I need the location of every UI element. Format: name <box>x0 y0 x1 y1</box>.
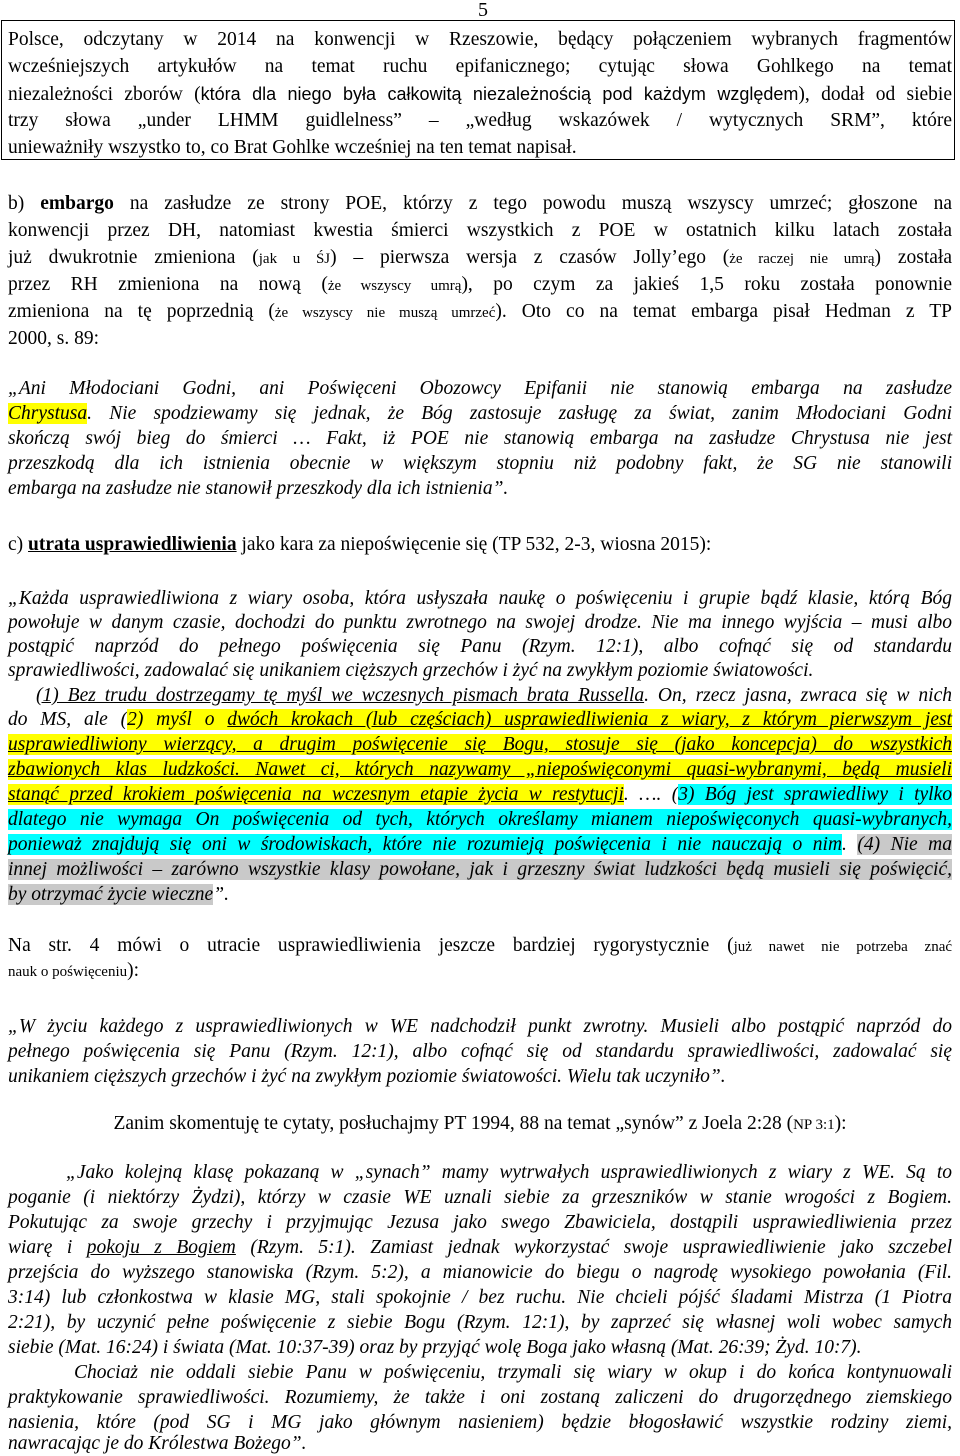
quote1-line-1: „Ani Młodociani Godni, ani Poświęceni Obozowcy Epifanii nie stanowią embarga na zasłudze <box>8 378 952 399</box>
section-c-keyword: utrata usprawiedliwienia <box>28 534 237 555</box>
quote4-line-10: praktykowanie sprawiedliwości. Rozumiemy, że także i oni zostaną zaliczeni do drugorzędnego ziemskiego <box>8 1387 952 1408</box>
section-b-line-1: b) embargo na zasłudze ze strony POE, którzy z tego powodu muszą wszyscy umrzeć; głoszone na <box>8 193 952 214</box>
section-b-line-5: zmieniona na tę poprzednią (że wszyscy nie muszą umrzeć). Oto co na temat embarga pisał Hedman z TP <box>8 301 953 322</box>
section-c-heading: c) utrata usprawiedliwienia jako kara za niepoświęcenie się (TP 532, 2-3, wiosna 2015): <box>8 534 712 555</box>
quote2-line-6: do MS, ale (2) myśl o dwóch krokach (lub częściach) usprawiedliwienia z wiary, z którym pierwszym jest <box>8 709 953 730</box>
quote2-line-11: ponieważ znajdują się oni w środowiskach, które nie rozumieją poświęcenia i nie nauczają o nim. (4) Nie ma <box>8 834 952 855</box>
quote4-line-5: przejścia do wyższego stanowiska (Rzym. 5:2), a mianowicie do biegu o nagrodę wysokiego powołania (Fil. <box>8 1262 952 1283</box>
section-b-line-2: konwencji przez DH, natomiast kwestia śmierci wszystkich z POE w ostatnich kilku latach została <box>8 220 952 241</box>
quote2-line-4: sprawiedliwości, zadowalać się unikaniem cięższych grzechów i żyć na zwykłym poziomie światowości. <box>8 660 814 681</box>
quote4-line-8: siebie (Mat. 16:24) i świata (Mat. 10:37-39) oraz by przyjąć wolę Boga jako własną (Mat. 26:39; Żyd. 10:7). <box>8 1337 862 1358</box>
quote4-line-1: „Jako kolejną klasę pokazaną w „synach” mamy wytrwałych usprawiedliwionych z wiary z WE. Są to <box>66 1162 952 1183</box>
quote2-line-7: usprawiedliwiony wierzący, a drugim poświęcenie się Bogu, stosuje się (jako koncepcja) do wszystkich <box>8 734 952 755</box>
quote2-line-2: powołuje w danym czasie, dochodzi do punktu zwrotnego na swojej drodze. Nie ma innego wyjścia – musi albo <box>8 612 952 633</box>
quote4-line-9: Chociaż nie oddali siebie Panu w poświęceniu, trzymali się wiary w okup i do końca kontynuowali <box>74 1362 952 1383</box>
section-b-line-4: przez RH zmieniona na nową (że wszyscy umrą), po czym za jakieś 1,5 roku została ponownie <box>8 274 952 295</box>
quote2-line-8: zbawionych klas ludzkości. Nawet ci, których nazywamy „niepoświęconymi quasi-wybranymi, będą musieli <box>8 759 952 780</box>
quote2-line-1: „Każda usprawiedliwiona z wiary osoba, która usłyszała naukę o poświęceniu i grupie bądź klasie, którą Bóg <box>8 588 952 609</box>
box-line-1: Polsce, odczytany w 2014 na konwencji w Rzeszowie, będący połączeniem wybranych fragmentów <box>8 29 952 50</box>
quote1-line-5: embarga na zasłudze nie stanowił przeszkody dla ich istnienia”. <box>8 478 509 499</box>
quote3-line-1: „W życiu każdego z usprawiedliwionych w WE nadchodził punkt zwrotny. Musieli albo postąpić naprzód do <box>8 1016 952 1037</box>
quote4-line-7: 2:21), by uczynić pełne poświęcenie z siebie Bogu (Rzym. 12:1), by zaprzeć się własnej woli wobec samych <box>8 1312 952 1333</box>
box-line-3: niezależności zborów (która dla niego była całkowitą niezależnością pod każdym względem), dodał od siebie <box>8 84 952 105</box>
quote2-line-13: by otrzymać życie wieczne”. <box>8 884 229 905</box>
page-number: 5 <box>478 0 488 21</box>
quote2-line-9: stanąć przed krokiem poświęcenia na wczesnym etapie życia w restytucji. …. (3) Bóg jest sprawiedliwy i tylko <box>8 784 952 805</box>
quote4-line-3: Pokutując za swoje grzechy i przyjmując Jezusa jako swego Zbawiciela, dostąpili usprawiedliwienia przez <box>8 1212 952 1233</box>
quote2-line-12: innej możliwości – zarówno wszystkie klasy powołane, jak i grzeszny świat ludzkości będą musieli się poświęcić, <box>8 859 952 880</box>
quote4-line-6: 3:14) lub członkostwa w klasie MG, stali spokojnie / bez ruchu. Nie chcieli pójść śladami Mistrza (1 Piotra <box>8 1287 952 1308</box>
box-line-2: wcześniejszych artykułów na temat ruchu epifanicznego; cytując słowa Gohlkego na temat <box>8 56 952 77</box>
quote4-line-4: wiarę i pokoju z Bogiem (Rzym. 5:1). Zamiast jednak wykorzystać swoje usprawiedliwienie jako szczebel <box>8 1237 952 1258</box>
page4-note-line-1: Na str. 4 mówi o utracie usprawiedliwienia jeszcze bardziej rygorystycznie (już nawet nie potrzeba znać <box>8 935 953 956</box>
quote3-line-2: pełnego poświęcenia się Panu (Rzym. 12:1), albo cofnąć się od standardu sprawiedliwości, zadowalać się <box>8 1041 952 1062</box>
section-b-line-6: 2000, s. 89: <box>8 328 100 349</box>
quote2-line-3: postąpić naprzód do pełnego poświęcenia się Panu (Rzym. 12:1), albo cofnąć się od standardu <box>8 636 952 657</box>
section-b-keyword: embargo <box>40 193 114 214</box>
quote2-line-5: (1) Bez trudu dostrzegamy tę myśl we wczesnych pismach brata Russella. On, rzecz jasna, zwraca się w nich <box>36 685 952 706</box>
quote4-line-2: poganie (i niektórzy Żydzi), którzy w czasie WE uznali siebie za grzeszników w stanie wrogości z Bogiem. <box>8 1187 952 1208</box>
section-b-line-3: już dwukrotnie zmieniona (jak u ŚJ) – pierwsza wersja z czasów Jolly’ego (że raczej nie umrą) została <box>8 247 952 268</box>
box-line-4: trzy słowa „under LHMM guidlelness” – „według wskazówek / wytycznych SRM”, które <box>8 110 952 131</box>
quote1-line-4: przeszkodą dla ich istnienia obecnie w większym stopniu niż podobny fakt, że SG nie stanowili <box>8 453 952 474</box>
quote1-line-3: skończą swój bieg do śmierci … Fakt, iż POE nie stanowią embarga na zasłudze Chrystusa nie jest <box>8 428 952 449</box>
page4-note-line-2: nauk o poświęceniu): <box>8 960 140 981</box>
quote4-line-12: nawracając je do Królestwa Bożego”. <box>8 1433 307 1454</box>
quote1-line-2: Chrystusa. Nie spodziewamy się jednak, że Bóg zastosuje zasługę za świat, zanim Młodociani Godni <box>8 403 952 424</box>
box-line-5: unieważniły wszystko to, co Brat Gohlke wcześniej na ten temat napisał. <box>8 137 577 158</box>
box-line-3-sans: która dla niego była całkowitą niezależnością pod każdym względem <box>200 84 799 104</box>
quote3-line-3: unikaniem cięższych grzechów i żyć na zwykłym poziomie światowości. Wielu tak uczyniło”. <box>8 1066 726 1087</box>
quote4-line-11: nasienia, które (pod SG i MG jako głównym nasieniem) będzie błogosławić wszystkie rodziny ziemi, <box>8 1412 952 1433</box>
summary-line: Zanim skomentuję te cytaty, posłuchajmy PT 1994, 88 na temat „synów” z Joela 2:28 (NP 3:1): <box>113 1113 847 1134</box>
quote2-line-10: dlatego nie wymaga On poświęcenia od tych, których określamy mianem niepoświęconych quasi-wybranych, <box>8 809 952 830</box>
